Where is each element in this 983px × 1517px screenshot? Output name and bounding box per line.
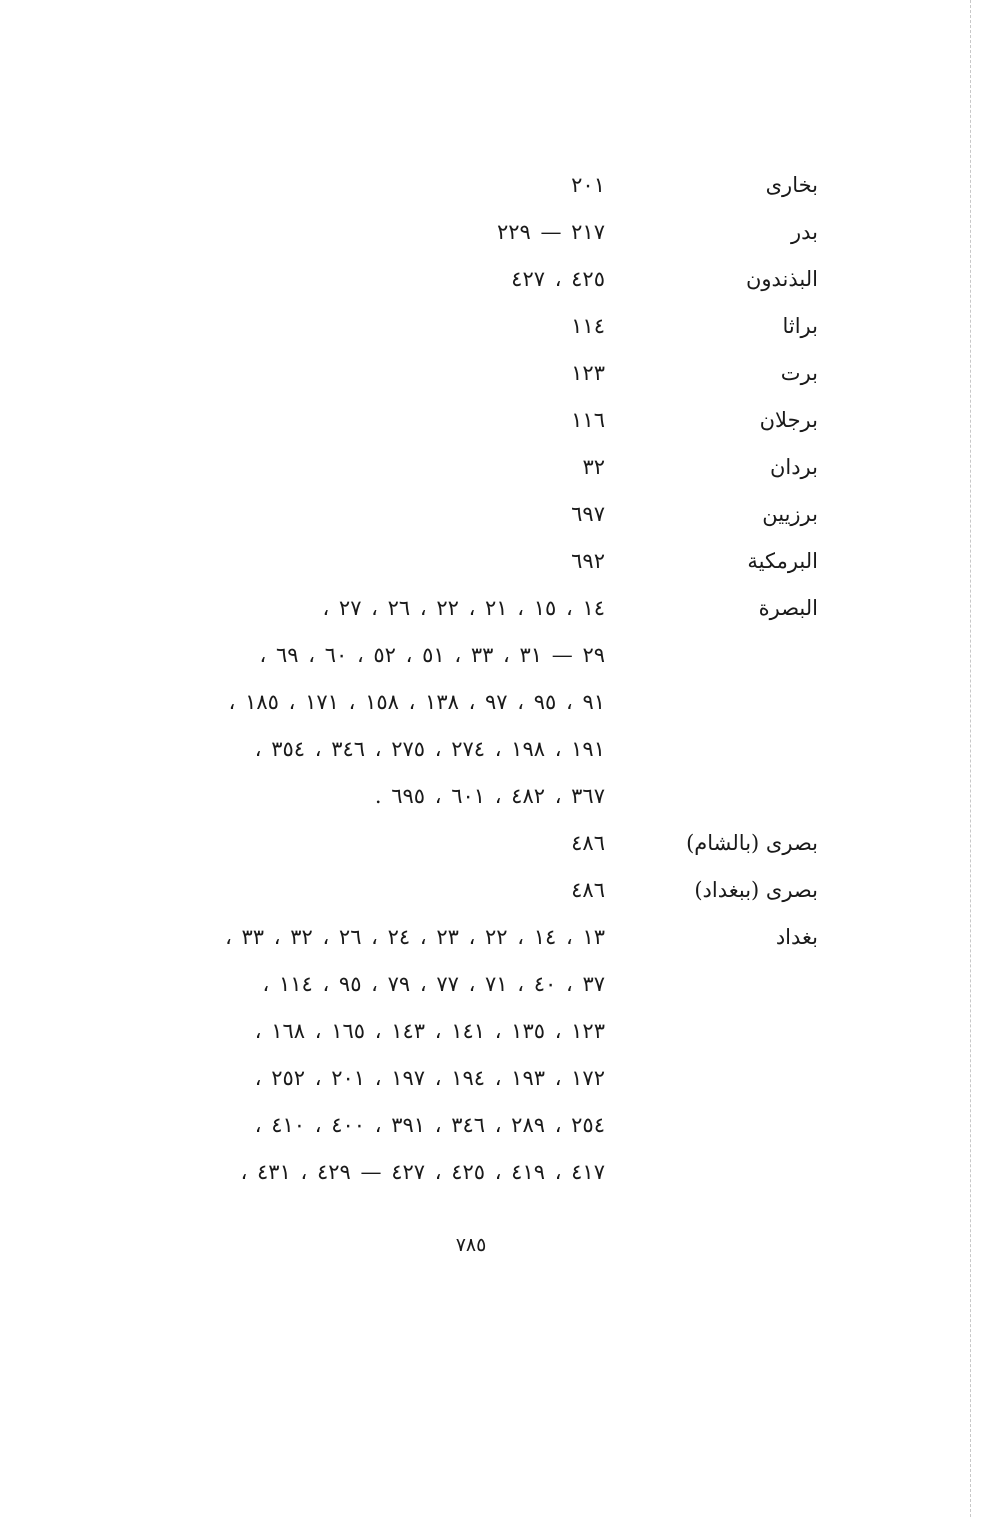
page-reference-line: ١٧٢ ، ١٩٣ ، ١٩٤ ، ١٩٧ ، ٢٠١ ، ٢٥٢ ، (254, 1066, 605, 1090)
index-term: بردان (769, 455, 818, 479)
index-entry (140, 491, 830, 538)
index-term: البرمكية (747, 549, 818, 573)
page-reference-line: ٤٢٥ ، ٤٢٧ (511, 267, 605, 291)
index-entry (140, 256, 830, 303)
index-term: البذندون (745, 267, 818, 291)
index-entry (140, 820, 830, 867)
index-term: البصرة (758, 596, 818, 620)
page-references (140, 350, 605, 397)
index-entry (140, 162, 830, 209)
index-term: بدر (790, 220, 818, 244)
index-term: بغداد (775, 925, 818, 949)
page-references (140, 914, 605, 1196)
index-entry (140, 585, 830, 820)
page-reference-line: ١٢٣ (571, 361, 605, 385)
page-references (140, 303, 605, 350)
index-term: برزيين (762, 502, 818, 526)
page-number: ٧٨٥ (455, 1234, 487, 1256)
index-term: بصرى (بالشام) (686, 831, 818, 855)
page-reference-line: ١٣ ، ١٤ ، ٢٢ ، ٢٣ ، ٢٤ ، ٢٦ ، ٣٢ ، ٣٣ ، (225, 925, 605, 949)
page-reference-line: ٤٨٦ (571, 831, 605, 855)
page-reference-line: ٤١٧ ، ٤١٩ ، ٤٢٥ ، ٤٢٧ — ٤٢٩ ، ٤٣١ ، (240, 1160, 605, 1184)
page-references (140, 256, 605, 303)
page-reference-line: ٦٩٢ (571, 549, 605, 573)
index-list (140, 162, 830, 1196)
page-references (140, 444, 605, 491)
index-entry (140, 303, 830, 350)
index-entry (140, 350, 830, 397)
index-entry (140, 538, 830, 585)
page-reference-line: ٢٩ — ٣١ ، ٣٣ ، ٥١ ، ٥٢ ، ٦٠ ، ٦٩ ، (259, 643, 605, 667)
page-references (140, 820, 605, 867)
page-references (140, 397, 605, 444)
page-references (140, 538, 605, 585)
page-reference-line: ٢١٧ — ٢٢٩ (496, 220, 605, 244)
page-reference-line: ١٩١ ، ١٩٨ ، ٢٧٤ ، ٢٧٥ ، ٣٤٦ ، ٣٥٤ ، (254, 737, 605, 761)
page-references (140, 867, 605, 914)
page-reference-line: ٣٦٧ ، ٤٨٢ ، ٦٠١ ، ٦٩٥ . (374, 784, 605, 808)
index-entry (140, 914, 830, 1196)
scan-page-edge (970, 0, 971, 1517)
page-reference-line: ٢٠١ (571, 173, 605, 197)
page-references (140, 491, 605, 538)
index-term: برت (780, 361, 818, 385)
page-reference-line: ٣٢ (582, 455, 605, 479)
page-reference-line: ١١٦ (571, 408, 605, 432)
index-term: بصرى (ببغداد) (694, 878, 818, 902)
page-reference-line: ٤٨٦ (571, 878, 605, 902)
index-term: برجلان (759, 408, 818, 432)
page-references (140, 162, 605, 209)
index-entry (140, 867, 830, 914)
page-reference-line: ٦٩٧ (571, 502, 605, 526)
page-reference-line: ١٢٣ ، ١٣٥ ، ١٤١ ، ١٤٣ ، ١٦٥ ، ١٦٨ ، (254, 1019, 605, 1043)
index-term: بخارى (765, 173, 818, 197)
index-term: براثا (782, 314, 818, 338)
page-reference-line: ٩١ ، ٩٥ ، ٩٧ ، ١٣٨ ، ١٥٨ ، ١٧١ ، ١٨٥ ، (228, 690, 605, 714)
page-reference-line: ١١٤ (571, 314, 605, 338)
index-entry (140, 209, 830, 256)
page-reference-line: ٣٧ ، ٤٠ ، ٧١ ، ٧٧ ، ٧٩ ، ٩٥ ، ١١٤ ، (262, 972, 605, 996)
page-references (140, 585, 605, 820)
page-reference-line: ١٤ ، ١٥ ، ٢١ ، ٢٢ ، ٢٦ ، ٢٧ ، (322, 596, 605, 620)
page-reference-line: ٢٥٤ ، ٢٨٩ ، ٣٤٦ ، ٣٩١ ، ٤٠٠ ، ٤١٠ ، (254, 1113, 605, 1137)
index-entry (140, 444, 830, 491)
index-entry (140, 397, 830, 444)
page-references (140, 209, 605, 256)
